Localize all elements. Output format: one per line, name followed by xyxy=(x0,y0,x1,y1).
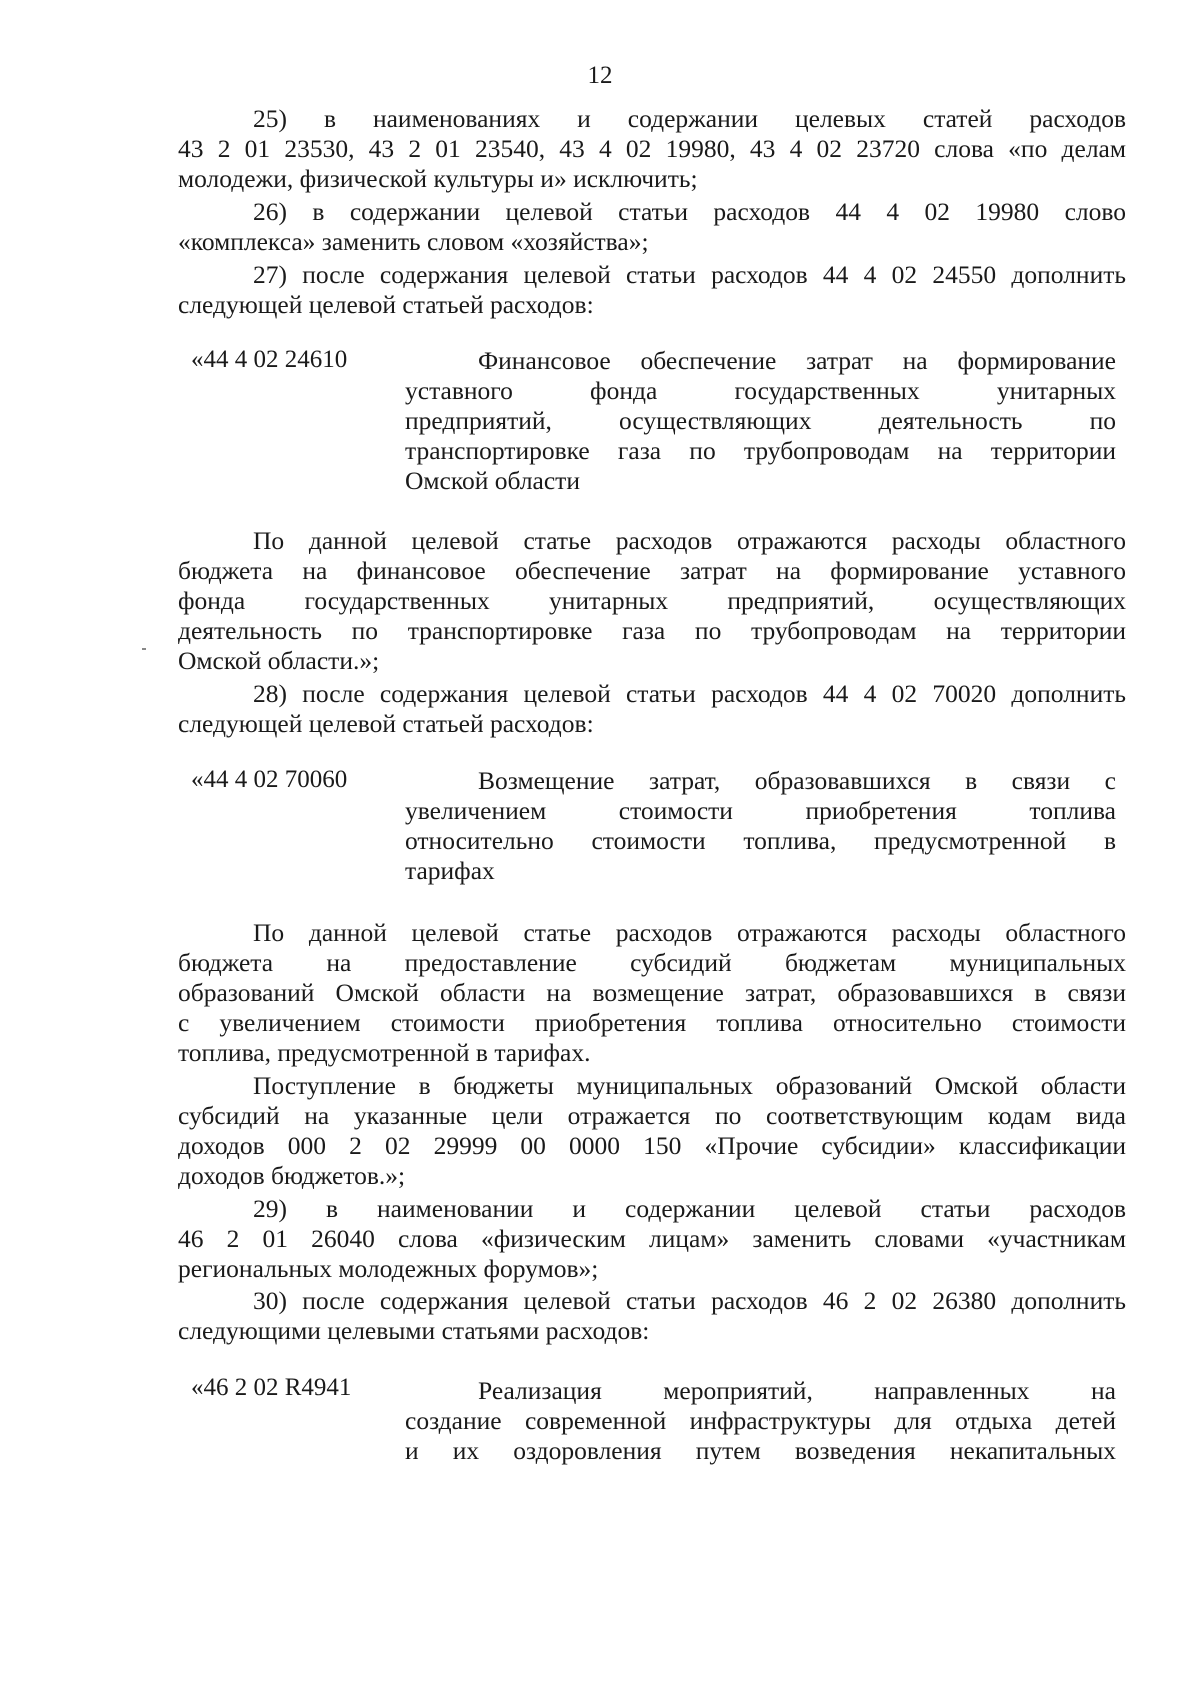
para-1-line-2: бюджета на финансовое обеспечение затрат на формирование уставного xyxy=(178,556,1126,585)
para-3-line-1: Поступление в бюджеты муниципальных образований Омской области xyxy=(253,1071,1126,1100)
entry-2-code: «44 4 02 70060 xyxy=(191,766,348,793)
para-1-line-5: Омской области.»; xyxy=(178,646,380,675)
item-26-line-2: «комплекса» заменить словом «хозяйства»; xyxy=(178,227,649,256)
page-number: 12 xyxy=(587,62,613,89)
para-2-line-2: бюджета на предоставление субсидий бюджетам муниципальных xyxy=(178,948,1126,977)
entry-1-desc-line-5: Омской области xyxy=(405,466,580,495)
entry-1-desc-line-1: Финансовое обеспечение затрат на формирование xyxy=(478,346,1116,375)
item-25-line-1: 25) в наименованиях и содержании целевых статей расходов xyxy=(253,104,1126,133)
entry-2-desc-line-3: относительно стоимости топлива, предусмотренной в xyxy=(405,826,1116,855)
entry-1-desc-line-2: уставного фонда государственных унитарных xyxy=(405,376,1116,405)
entry-3-desc-line-1: Реализация мероприятий, направленных на xyxy=(478,1376,1116,1405)
item-25-line-2: 43 2 01 23530, 43 2 01 23540, 43 4 02 19980, 43 4 02 23720 слова «по делам xyxy=(178,134,1126,163)
para-1-line-4: деятельность по транспортировке газа по трубопроводам на территории xyxy=(178,616,1126,645)
para-2-line-4: с увеличением стоимости приобретения топлива относительно стоимости xyxy=(178,1008,1126,1037)
entry-1-desc-line-4: транспортировке газа по трубопроводам на территории xyxy=(405,436,1116,465)
item-30-line-2: следующими целевыми статьями расходов: xyxy=(178,1316,650,1345)
item-28-line-2: следующей целевой статьей расходов: xyxy=(178,709,594,738)
para-1-line-1: По данной целевой статье расходов отражаются расходы областного xyxy=(253,526,1126,555)
entry-3-desc-line-3: и их оздоровления путем возведения некапитальных xyxy=(405,1436,1116,1465)
item-29-line-2: 46 2 01 26040 слова «физическим лицам» заменить словами «участникам xyxy=(178,1224,1126,1253)
entry-2-desc-line-1: Возмещение затрат, образовавшихся в связи с xyxy=(478,766,1116,795)
entry-3-desc-line-2: создание современной инфраструктуры для отдыха детей xyxy=(405,1406,1116,1435)
entry-2-desc-line-4: тарифах xyxy=(405,856,495,885)
para-3-line-2: субсидий на указанные цели отражается по соответствующим кодам вида xyxy=(178,1101,1126,1130)
item-29-line-1: 29) в наименовании и содержании целевой статьи расходов xyxy=(253,1194,1126,1223)
item-26-line-1: 26) в содержании целевой статьи расходов 44 4 02 19980 слово xyxy=(253,197,1126,226)
entry-1-desc-line-3: предприятий, осуществляющих деятельность по xyxy=(405,406,1116,435)
item-27-line-2: следующей целевой статьей расходов: xyxy=(178,290,594,319)
para-2-line-3: образований Омской области на возмещение затрат, образовавшихся в связи xyxy=(178,978,1126,1007)
entry-2-desc-line-2: увеличением стоимости приобретения топлива xyxy=(405,796,1116,825)
para-2-line-1: По данной целевой статье расходов отражаются расходы областного xyxy=(253,918,1126,947)
para-1-line-3: фонда государственных унитарных предприятий, осуществляющих xyxy=(178,586,1126,615)
para-2-line-5: топлива, предусмотренной в тарифах. xyxy=(178,1038,591,1067)
para-3-line-3: доходов 000 2 02 29999 00 0000 150 «Прочие субсидии» классификации xyxy=(178,1131,1126,1160)
entry-1-code: «44 4 02 24610 xyxy=(191,346,348,373)
entry-3-code: «46 2 02 R4941 xyxy=(191,1374,352,1401)
item-25-line-3: молодежи, физической культуры и» исключить; xyxy=(178,164,698,193)
scan-speck xyxy=(142,648,146,650)
item-27-line-1: 27) после содержания целевой статьи расходов 44 4 02 24550 дополнить xyxy=(253,260,1126,289)
item-29-line-3: региональных молодежных форумов»; xyxy=(178,1254,599,1283)
para-3-line-4: доходов бюджетов.»; xyxy=(178,1161,406,1190)
item-30-line-1: 30) после содержания целевой статьи расходов 46 2 02 26380 дополнить xyxy=(253,1286,1126,1315)
item-28-line-1: 28) после содержания целевой статьи расходов 44 4 02 70020 дополнить xyxy=(253,679,1126,708)
